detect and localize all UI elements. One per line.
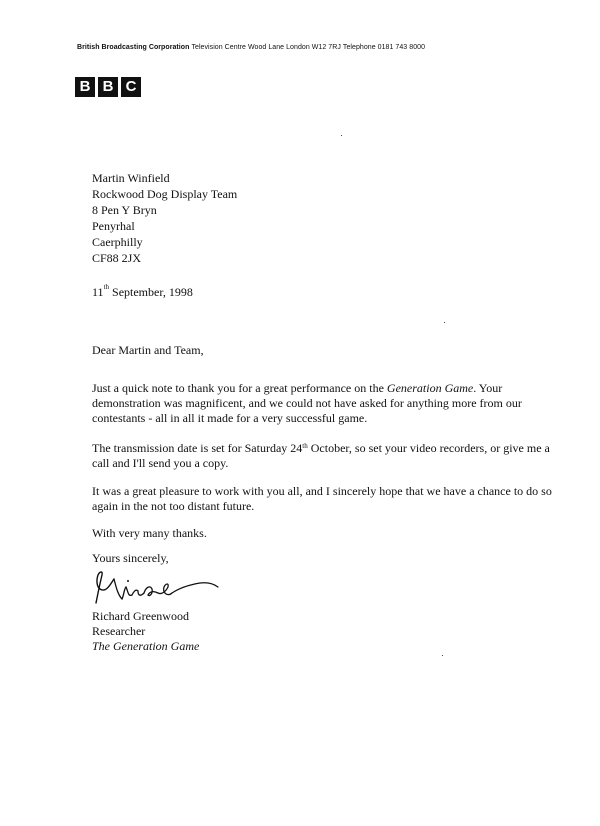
- signatory-title: Researcher: [92, 624, 146, 638]
- address-line: Martin Winfield: [92, 171, 170, 185]
- p1-text-before: Just a quick note to thank you for a great performance on the: [92, 381, 387, 395]
- scan-speck: [442, 655, 443, 656]
- handwritten-signature: [88, 565, 228, 609]
- signature-block: [92, 609, 199, 654]
- address-line: Penyrhal: [92, 219, 135, 233]
- logo-letter-b1: B: [75, 77, 95, 97]
- address-line: Caerphilly: [92, 235, 143, 249]
- date-rest: September, 1998: [109, 285, 193, 299]
- p2-text-after: October, so set your video recorders, or give me a call and I'll send you a copy.: [92, 441, 550, 470]
- p2-ordinal: th: [302, 442, 308, 450]
- letterhead-org: British Broadcasting Corporation: [77, 44, 190, 51]
- date-day: 11: [92, 285, 104, 299]
- letterhead-line: [77, 44, 557, 51]
- letterhead-address: Television Centre Wood Lane London W12 7RJ: [191, 44, 341, 51]
- logo-letter-c: C: [121, 77, 141, 97]
- letter-date: [92, 285, 193, 300]
- logo-letter-b2: B: [98, 77, 118, 97]
- show-title: Generation Game: [386, 381, 474, 395]
- signatory-name: Richard Greenwood: [92, 609, 189, 623]
- address-line: CF88 2JX: [92, 251, 142, 265]
- thanks-line: With very many thanks.: [92, 526, 207, 540]
- letterhead-telephone: Telephone 0181 743 8000: [342, 44, 426, 51]
- paragraph-transmission: [92, 441, 554, 471]
- scan-speck: [444, 322, 445, 323]
- bbc-logo: [75, 77, 141, 97]
- paragraph-pleasure: It was a great pleasure to work with you all, and I sincerely hope that we have a chance to do so again in the not too distant future.: [92, 484, 552, 513]
- salutation: Dear Martin and Team,: [92, 343, 204, 357]
- p2-text-before: The transmission date is set for Saturday 24: [92, 441, 303, 455]
- date-ordinal: th: [103, 283, 110, 291]
- address-line: Rockwood Dog Display Team: [92, 187, 238, 201]
- p1-text-after: . Your demonstration was magnificent, and we could not have asked for anything more from our contestants - all in all it made for a very successful game.: [92, 381, 522, 425]
- programme-name: The Generation Game: [92, 639, 200, 653]
- address-line: 8 Pen Y Bryn: [92, 203, 157, 217]
- recipient-address: [92, 170, 237, 266]
- closing-line: Yours sincerely,: [92, 551, 169, 565]
- paragraph-thanks: [92, 381, 554, 426]
- scan-speck: [341, 135, 342, 136]
